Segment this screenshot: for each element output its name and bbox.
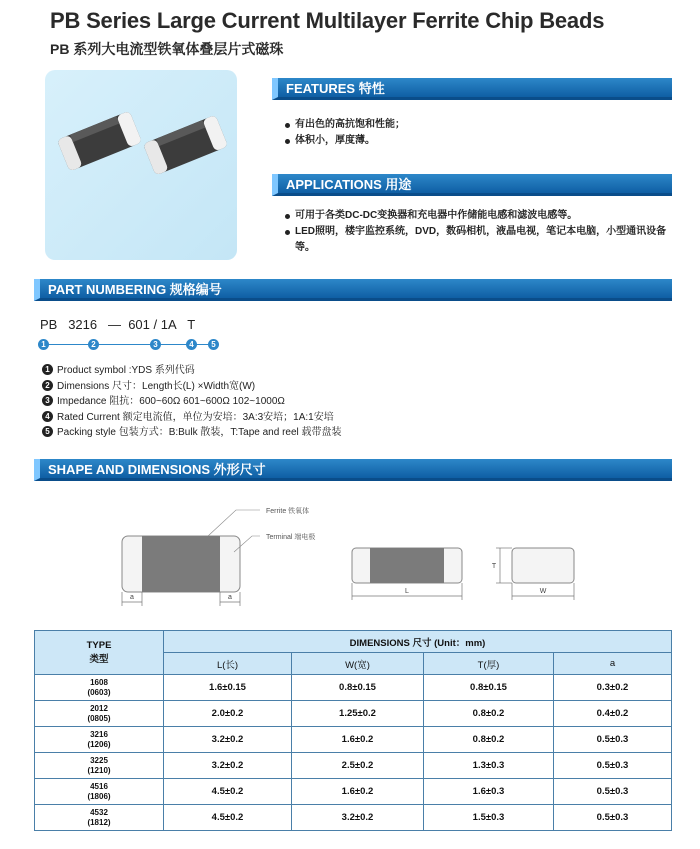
code-segment: PB (40, 317, 58, 332)
terminal-label: Terminal 端电极 (266, 534, 316, 541)
page-title: PB Series Large Current Multilayer Ferrite Chip Beads (50, 8, 605, 33)
T-cell: 1.5±0.3 (424, 805, 554, 831)
legend-item (42, 379, 342, 395)
a-cell: 0.5±0.3 (554, 805, 672, 831)
code-segment: T (187, 317, 196, 332)
type-header-cn: 类型 (89, 654, 109, 665)
a-cell: 0.5±0.3 (554, 727, 672, 753)
legend-item (42, 425, 342, 441)
legend-item (42, 410, 342, 426)
col-header-a: a (554, 653, 672, 675)
type-value: 3225 (90, 755, 108, 765)
a-cell: 0.5±0.3 (554, 753, 672, 779)
W-cell: 3.2±0.2 (292, 805, 424, 831)
table-row (35, 805, 672, 831)
shape-heading: SHAPE AND DIMENSIONS 外形尺寸 (34, 459, 672, 481)
type-code: (0603) (87, 687, 111, 697)
legend-text: Packing style 包装方式：B:Bulk 散装，T:Tape and reel 载带盘装 (57, 427, 342, 438)
part-number-code (40, 317, 195, 332)
legend-text: Rated Current 额定电流值，单位为安培：3A:3安培；1A:1安培 (57, 411, 334, 423)
legend-text: Dimensions 尺寸：Length长(L) ×Width宽(W) (57, 380, 256, 392)
col-header-L: L(长) (164, 653, 292, 675)
applications-heading: APPLICATIONS 用途 (272, 174, 672, 196)
a-cell: 0.5±0.3 (554, 779, 672, 805)
type-value: 4516 (90, 781, 108, 791)
applications-list (285, 208, 675, 256)
L-cell: 2.0±0.2 (164, 701, 292, 727)
L-label: L (405, 588, 409, 595)
part-number-markers (36, 339, 226, 350)
applications-item: 可用于各类DC-DC变换器和充电器中作储能电感和滤波电感等。 (285, 208, 675, 224)
L-cell: 3.2±0.2 (164, 727, 292, 753)
legend-marker: 2 (42, 380, 53, 391)
T-cell: 0.8±0.15 (424, 675, 554, 701)
W-cell: 1.25±0.2 (292, 701, 424, 727)
table-row (35, 675, 672, 701)
W-cell: 0.8±0.15 (292, 675, 424, 701)
T-cell: 1.6±0.3 (424, 779, 554, 805)
dimensions-table (34, 630, 672, 831)
legend-text: Impedance 阻抗：600~60Ω 601~600Ω 102~1000Ω (57, 396, 285, 407)
a-label-left: a (130, 594, 134, 601)
a-cell: 0.3±0.2 (554, 675, 672, 701)
type-header (35, 631, 164, 675)
col-header-W: W(宽) (292, 653, 424, 675)
code-segment: 3216 (68, 317, 98, 332)
L-cell: 1.6±0.15 (164, 675, 292, 701)
type-cell (35, 779, 164, 805)
type-code: (1806) (87, 791, 111, 801)
L-cell: 3.2±0.2 (164, 753, 292, 779)
dims-header: DIMENSIONS 尺寸 (Unit：mm) (164, 631, 672, 653)
col-header-T: T(厚) (424, 653, 554, 675)
type-value: 2012 (90, 703, 108, 713)
type-code: (1812) (87, 817, 111, 827)
legend-text: Product symbol :YDS 系列代码 (57, 365, 195, 376)
W-cell: 2.5±0.2 (292, 753, 424, 779)
type-header-en: TYPE (86, 640, 112, 651)
type-code: (1210) (87, 765, 111, 775)
features-item: 体积小，厚度薄。 (285, 133, 675, 149)
legend-item (42, 394, 342, 410)
table-row (35, 753, 672, 779)
marker-5: 5 (208, 339, 219, 350)
L-cell: 4.5±0.2 (164, 779, 292, 805)
type-value: 1608 (90, 677, 108, 687)
legend-marker: 4 (42, 411, 53, 422)
T-cell: 0.8±0.2 (424, 701, 554, 727)
legend-item (42, 363, 342, 379)
dimension-drawing (110, 498, 600, 613)
type-cell (35, 675, 164, 701)
part-number-legend (42, 363, 342, 441)
type-cell (35, 805, 164, 831)
type-code: (0805) (87, 713, 111, 723)
part-numbering-heading: PART NUMBERING 规格编号 (34, 279, 672, 301)
W-cell: 1.6±0.2 (292, 727, 424, 753)
marker-1: 1 (38, 339, 49, 350)
marker-2: 2 (88, 339, 99, 350)
code-segment: 601 / 1A (128, 317, 177, 332)
applications-item: LED照明，楼宇监控系统，DVD，数码相机，液晶电视，笔记本电脑，小型通讯设备等。 (285, 224, 675, 256)
ferrite-label: Ferrite 铁氧体 (266, 508, 310, 515)
legend-marker: 5 (42, 426, 53, 437)
features-heading: FEATURES 特性 (272, 78, 672, 100)
a-cell: 0.4±0.2 (554, 701, 672, 727)
type-code: (1206) (87, 739, 111, 749)
features-item: 有出色的高抗饱和性能； (285, 117, 675, 133)
marker-3: 3 (150, 339, 161, 350)
a-label-right: a (228, 594, 232, 601)
type-cell (35, 701, 164, 727)
legend-marker: 3 (42, 395, 53, 406)
table-row (35, 727, 672, 753)
type-value: 3216 (90, 729, 108, 739)
L-cell: 4.5±0.2 (164, 805, 292, 831)
marker-4: 4 (186, 339, 197, 350)
legend-marker: 1 (42, 364, 53, 375)
type-value: 4532 (90, 807, 108, 817)
T-cell: 0.8±0.2 (424, 727, 554, 753)
type-cell (35, 753, 164, 779)
W-cell: 1.6±0.2 (292, 779, 424, 805)
features-list (285, 117, 675, 149)
T-cell: 1.3±0.3 (424, 753, 554, 779)
T-label: T (491, 563, 497, 570)
W-label: W (539, 588, 547, 595)
code-segment: — (107, 317, 121, 332)
table-row (35, 779, 672, 805)
page-subtitle: PB 系列大电流型铁氧体叠层片式磁珠 (50, 41, 284, 57)
product-photo (45, 70, 237, 260)
chip-beads-image (45, 70, 237, 260)
type-cell (35, 727, 164, 753)
table-row (35, 701, 672, 727)
